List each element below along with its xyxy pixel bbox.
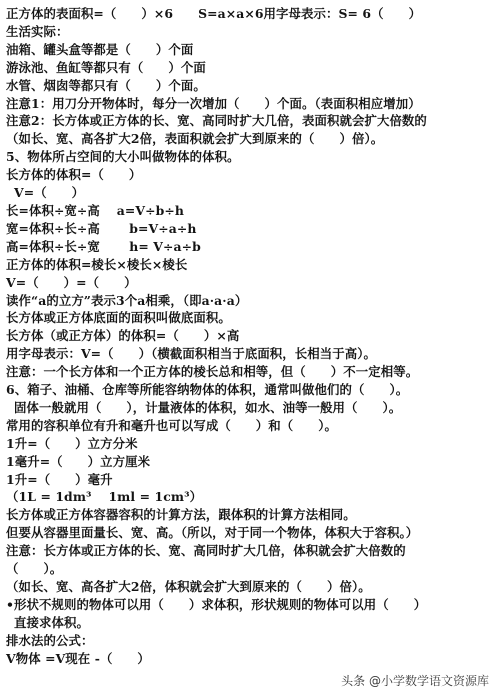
text-line: 常用的容积单位有升和毫升也可以写成（ ）和（ ）。 <box>6 417 338 433</box>
document-body <box>6 5 496 668</box>
text-line: 生活实际： <box>6 23 69 39</box>
text-line: （1L = 1dm³ 1ml = 1cm³） <box>6 489 203 505</box>
text-line: 用字母表示：V=（ ）（横截面积相当于底面积，长相当于高）。 <box>6 346 377 362</box>
text-line: 注意：长方体或正方体的长、宽、高同时扩大几倍，体积就会扩大倍数的 <box>6 543 406 559</box>
text-line: 注意：一个长方体和一个正方体的棱长总和相等，但（ ）不一定相等。 <box>6 364 419 380</box>
text-line: 排水法的公式： <box>6 632 94 648</box>
text-line: 正方体的体积=棱长×棱长×棱长 <box>6 256 188 272</box>
text-line: （如长、宽、高各扩大2倍，体积就会扩大到原来的（ ）倍）。 <box>6 579 371 594</box>
text-line: V=（ ） <box>14 185 85 201</box>
text-line: 正方体的表面积=（ ）×6 S=a×a×6用字母表示：S= 6（ ） <box>6 6 422 21</box>
text-line: 注意1：用刀分开物体时，每分一次增加（ ）个面。（表面积相应增加） <box>6 95 421 111</box>
text-line: （ ）。 <box>6 561 63 577</box>
text-line: 读作“a的立方”表示3个a相乘，（即a·a·a） <box>6 292 248 308</box>
text-line: 高=体积÷长÷宽 h= V÷a÷b <box>6 238 201 254</box>
text-line: （如长、宽、高各扩大2倍，表面积就会扩大到原来的（ ）倍）。 <box>6 131 384 147</box>
text-line: 注意2：长方体或正方体的长、宽、高同时扩大几倍，表面积就会扩大倍数的 <box>6 113 427 129</box>
text-line: 长方体或正方体底面的面积叫做底面积。 <box>6 310 231 326</box>
text-line: V=（ ）=（ ） <box>6 274 137 290</box>
text-line: V物体 =V现在 -（ ） <box>6 650 150 666</box>
text-line: 水管、烟囱等都只有（ ）个面。 <box>6 77 206 93</box>
text-line: 游泳池、鱼缸等都只有（ ）个面 <box>6 59 206 75</box>
text-line: 1升=（ ）立方分米 <box>6 435 138 451</box>
text-line: 直接求体积。 <box>14 614 89 630</box>
text-line: 长方体或正方体容器容积的计算方法，跟体积的计算方法相同。 <box>6 507 356 523</box>
text-line: 宽=体积÷长÷高 b=V÷a÷h <box>6 220 197 236</box>
text-line: •形状不规则的物体可以用（ ）求体积，形状规则的物体可以用（ ） <box>6 596 427 612</box>
text-line: 油箱、罐头盒等都是（ ）个面 <box>6 41 194 57</box>
text-line: 6、箱子、油桶、仓库等所能容纳物体的体积，通常叫做他们的（ ）。 <box>6 382 409 398</box>
text-line: 1毫升=（ ）立方厘米 <box>6 453 151 469</box>
text-line: 长方体（或正方体）的体积=（ ）×高 <box>6 328 240 344</box>
text-line: 5、物体所占空间的大小叫做物体的体积。 <box>6 149 240 165</box>
text-line: 长=体积÷宽÷高 a=V÷b÷h <box>6 202 184 218</box>
text-line: 长方体的体积=（ ） <box>6 167 142 183</box>
text-line: 固体一般就用（ ），计量液体的体积，如水、油等一般用（ ）。 <box>14 399 402 415</box>
watermark-label: 头条 @小学数学语文资源库 <box>341 674 489 688</box>
text-line: 但要从容器里面量长、宽、高。（所以，对于同一个物体，体积大于容积。） <box>6 525 419 541</box>
text-line: 1升=（ ）毫升 <box>6 471 113 487</box>
